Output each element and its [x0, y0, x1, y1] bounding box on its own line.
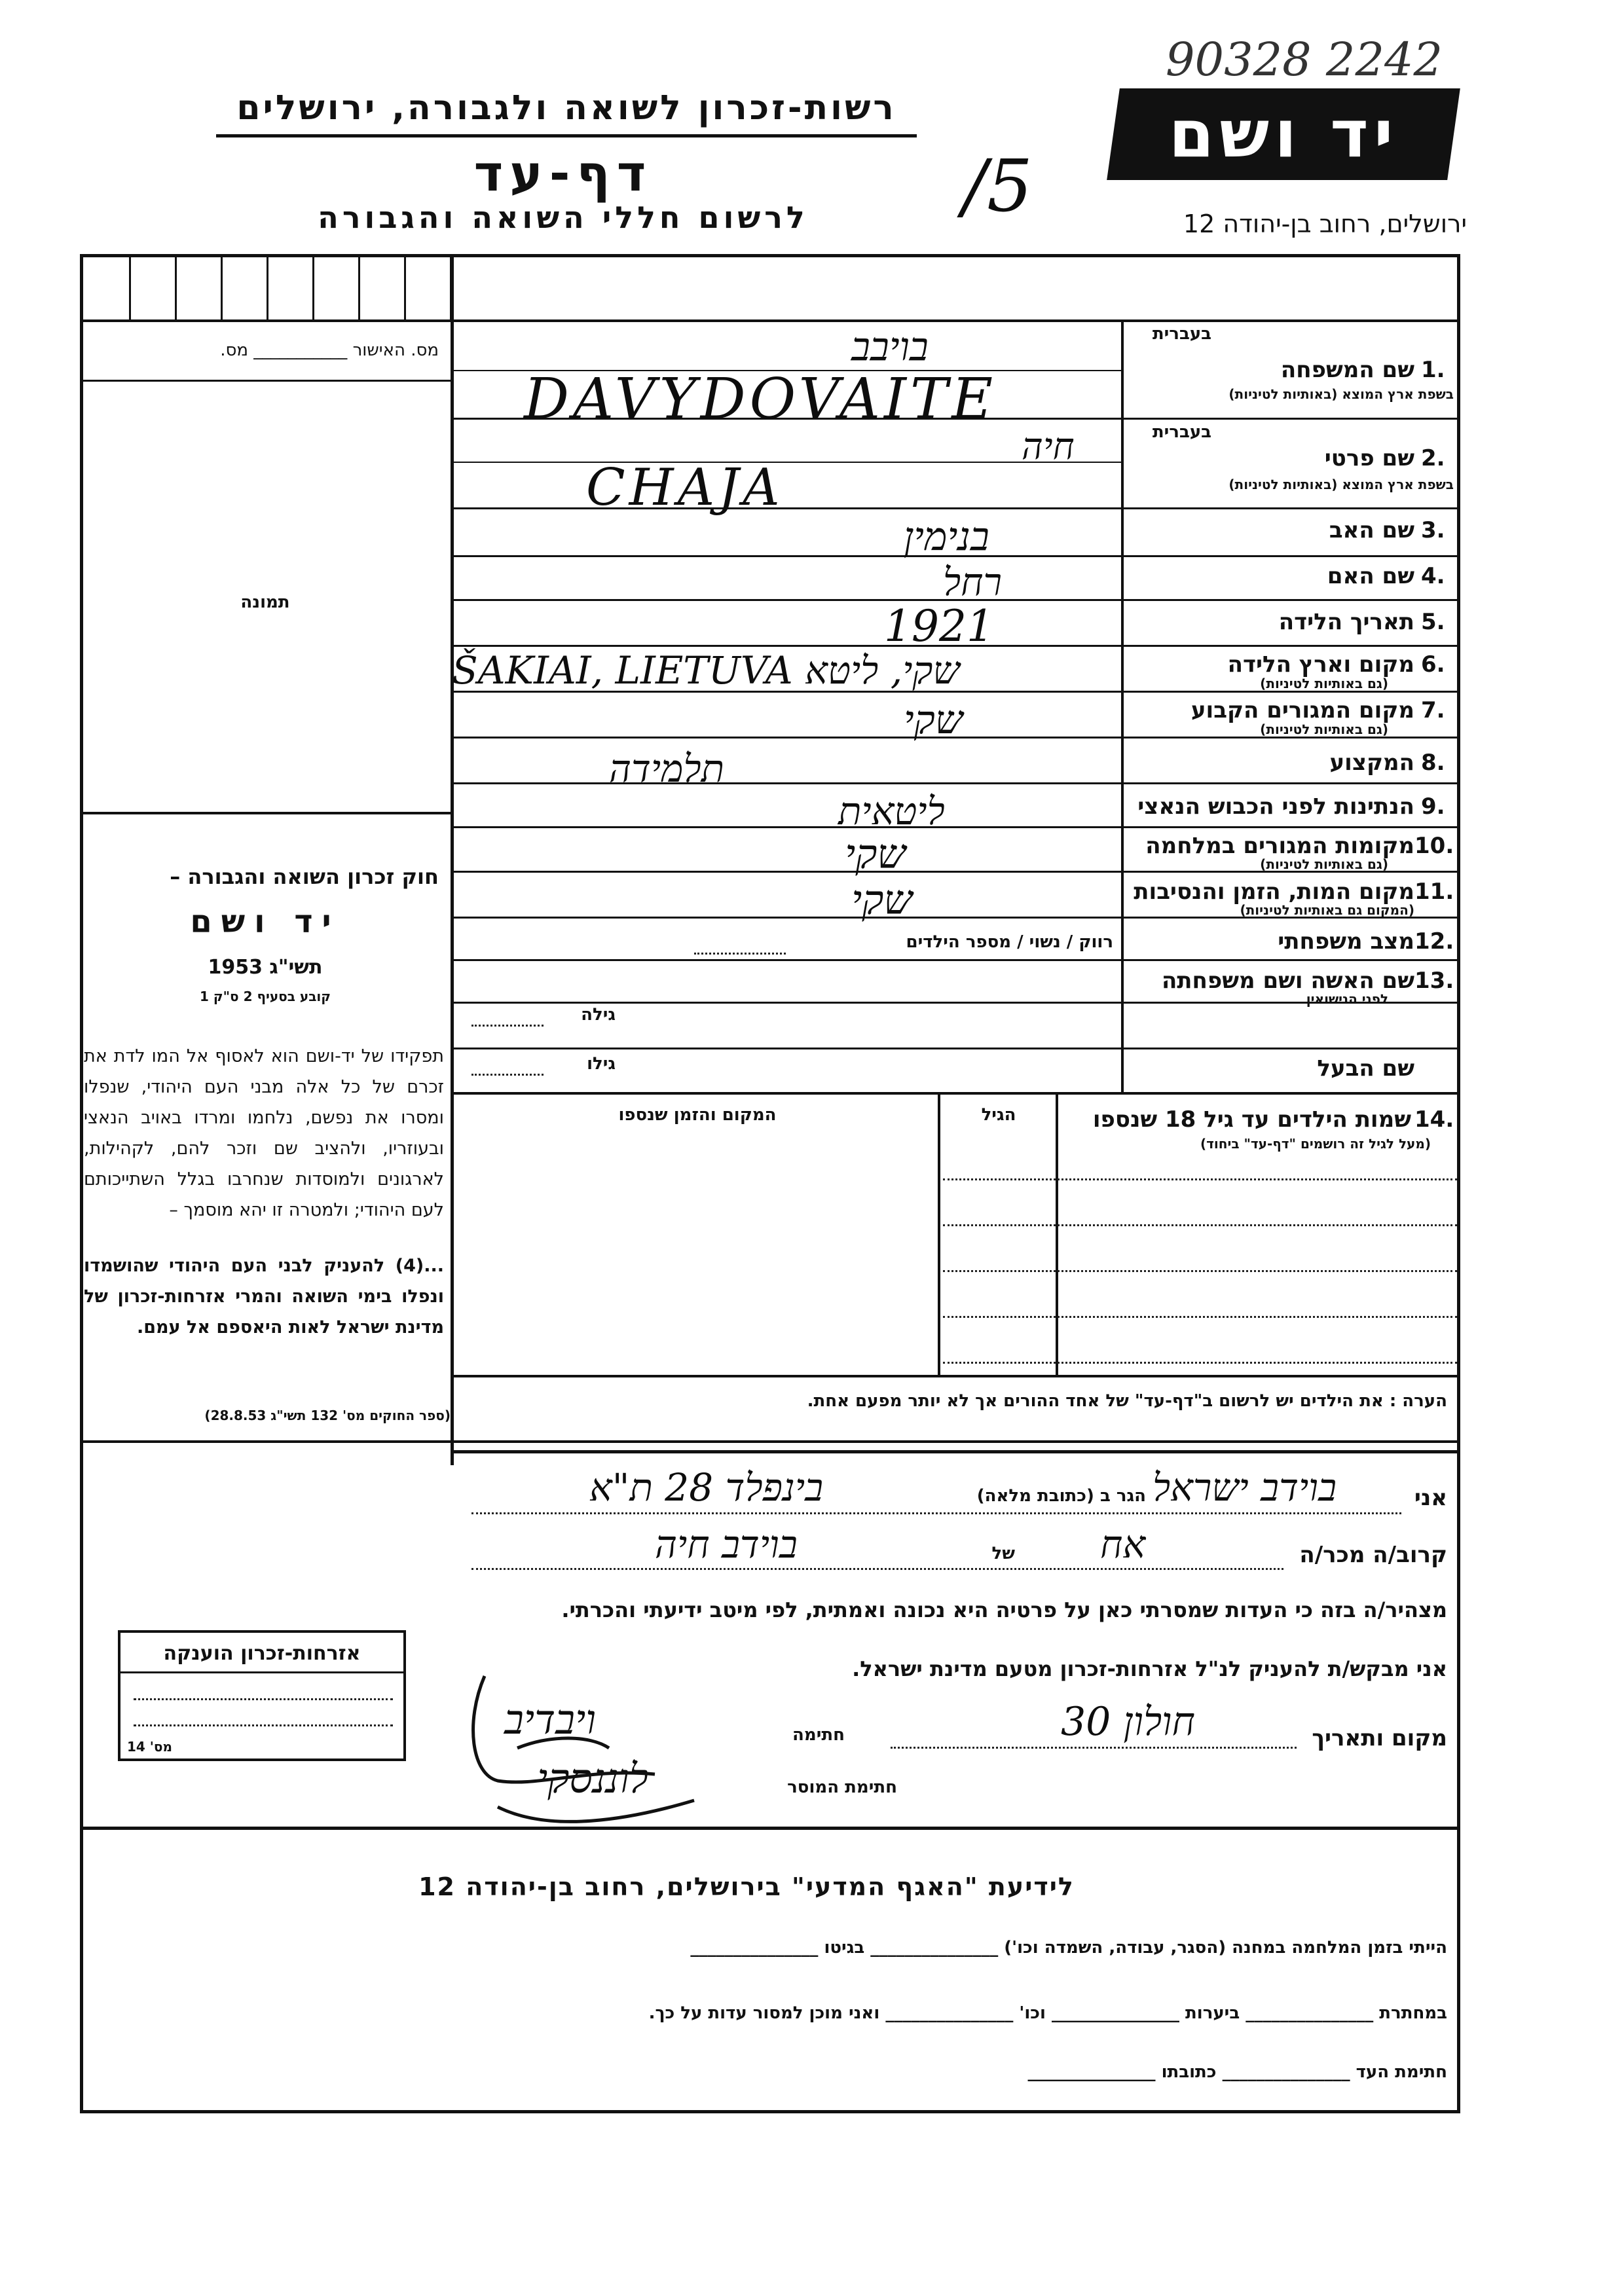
field-9-value: ליטאית: [838, 789, 945, 833]
field-9-number: 9.: [1421, 793, 1445, 820]
children-row-line: [943, 1224, 1457, 1226]
children-age-header: הגיל: [981, 1105, 1016, 1125]
field-8-value: תלמידה: [609, 746, 725, 791]
children-row-line: [943, 1178, 1457, 1180]
children-label: שמות הילדים עד גיל 18 שנספו: [1092, 1106, 1411, 1133]
husband-age-label: גילו: [587, 1054, 616, 1074]
field-1-value-hebrew: בויבב: [851, 324, 929, 370]
relative-line: [471, 1568, 1283, 1570]
field-8-number: 8.: [1421, 750, 1445, 776]
field-2-sub: בשפת ארץ המוצא (באותיות לטיניות): [1228, 477, 1454, 492]
field-10-value: שקי: [845, 830, 906, 878]
field-6-sub: (גם באותיות לטיניות): [1260, 676, 1388, 691]
law-text-1: תפקידו של יד-ושם הוא לאסוף אל המו לדת את זכרם של כל אלה מבני העם היהודי, שנפלו ומסרו את נפשם, נלחמו ומרדו באויב הנאצי ובעוזריו, ולהציב שם וזכר להם, לקהילות, לארגונים ולמוסדות שנחרבו בגלל השתייכותם לעם היהודי; ולמטרה זו יהא מוסמך –: [84, 1046, 444, 1220]
declaration-text: מצהיר/ה בזה כי העדות שמסרתי כאן על פרטיה היא נכונה ואמתית, לפי מיטב ידיעתי והכרתי.: [561, 1597, 1447, 1622]
org-line: רשות-זכרון לשואה ולגבורה, ירושלים: [236, 88, 896, 128]
field-2-value-hebrew: חיה: [1022, 426, 1075, 468]
law-text-2: ...(4) להעניק לבני העם היהודי שהושמדו ונפלו בימי השואה והמרי אזרחות-זכרון של מדינת ישראל לאות היאספם אל עמם.: [84, 1256, 444, 1338]
footer-divider: [80, 1827, 1460, 1830]
field-4-number: 4.: [1421, 563, 1445, 589]
place-date-value: חולון 30: [1061, 1699, 1196, 1745]
stamp-title: אזרחות-זכרון הוענקה: [120, 1633, 403, 1673]
declarant-line: [471, 1512, 1401, 1514]
declarant-top-divider: [451, 1450, 1460, 1453]
stamp-number: מס' 14: [127, 1739, 172, 1755]
field-6-label: מקום וארץ הלידה: [1227, 651, 1414, 678]
field-12-line: [694, 953, 786, 955]
signature-value: ויבדיב: [504, 1696, 597, 1743]
field-5-label: תאריך הלידה: [1278, 609, 1414, 635]
footer-to-line: לידיעת "האגף המדעי" בירושלים, רחוב בן-יהודה 12: [418, 1872, 1075, 1901]
field-4-value: רחל: [943, 560, 1002, 604]
field-1-label: שם המשפחה: [1280, 357, 1414, 383]
declarant-i-label: אני: [1414, 1485, 1447, 1511]
approval-number-label: מס. האישור ___________ מס.: [220, 340, 439, 360]
row-divider: [451, 1092, 1460, 1095]
law-section: קובע בסעיף 2 ס"ק 1: [199, 989, 331, 1004]
field-13-age-label: גילה: [581, 1005, 616, 1025]
footer-row-3: חתימת העד _______________ כתובתו _______________: [1027, 2062, 1447, 2082]
label-col-divider: [1121, 319, 1124, 1092]
law-name: יד ושם: [190, 903, 341, 940]
of-label: של: [991, 1544, 1015, 1563]
collector-label: חתימת המוסר: [787, 1777, 897, 1797]
children-number: 14.: [1414, 1106, 1454, 1133]
field-13-sub: לפני הנישואין: [1306, 991, 1388, 1007]
relative-value: אח: [1100, 1522, 1146, 1567]
of-value: בוידב חיה: [655, 1522, 798, 1567]
field-12-label: מצב משפחתי: [1278, 928, 1414, 955]
field-2-value-latin: CHAJA: [586, 458, 784, 517]
field-12-number: 12.: [1414, 928, 1454, 955]
field-7-number: 7.: [1421, 697, 1445, 723]
children-row-line: [943, 1362, 1457, 1364]
law-year: תשי"ג 1953: [208, 956, 323, 979]
request-text: אני מבקש/ת להעניק לנ"ל אזרחות-זכרון מטעם מדינת ישראל.: [852, 1656, 1447, 1681]
handwritten-mark: /5: [963, 144, 1033, 228]
archive-number: 90328 2242: [1166, 33, 1443, 86]
field-6-value: ŠAKIAI, LIETUVA שקי, ליטא: [452, 648, 960, 693]
field-11-label: מקום המות, הזמן והנסיבות: [1134, 879, 1414, 905]
field-12-extra: רווק / נשוי / מספר הילדים: [906, 932, 1113, 952]
row-divider: [451, 826, 1460, 828]
citizenship-stamp: [118, 1630, 406, 1761]
relative-label: קרוב/ה מכר/ה: [1299, 1542, 1447, 1568]
husband-age-line: [471, 1074, 544, 1076]
field-1-sub: בשפת ארץ המוצא (באותיות לטיניות): [1228, 386, 1454, 402]
row-divider: [451, 782, 1460, 784]
children-sub: (מעל לגיל זה רושמים "דף-עד" ביחוד): [1200, 1136, 1431, 1152]
approval-divider: [80, 380, 452, 382]
footer-row-2: במחתרת _______________ ביערות _______________ וכו' _______________ ואני מוכן למסור עדות על כך.: [648, 2003, 1447, 2023]
field-2-top-label: בעברית: [1152, 422, 1211, 442]
field-4-label: שם האם: [1327, 563, 1414, 589]
law-reference: (ספר החוקים מס' 132 תשי"ג 28.8.53): [204, 1408, 451, 1423]
field-3-value: בנימין: [904, 514, 989, 560]
field-1-top-label: בעברית: [1152, 324, 1211, 344]
note-bottom-divider: [80, 1440, 1460, 1443]
field-1-value-latin: DAVYDOVAITE: [524, 367, 997, 432]
form-subtitle: לרשום חללי השואה והגבורה: [318, 200, 809, 235]
field-13-label: שם האשה ושם משפחתה: [1161, 968, 1414, 994]
place-date-line: [891, 1747, 1297, 1749]
note-label: הערה :: [1389, 1391, 1447, 1411]
field-10-number: 10.: [1414, 833, 1454, 859]
field-6-number: 6.: [1421, 651, 1445, 678]
declarant-resides-label: הגר ב (כתובת מלאה): [976, 1486, 1146, 1506]
row-subdivider: [451, 462, 1121, 463]
children-place-header: המקום והזמן שנספו: [618, 1105, 777, 1125]
field-11-value: שקי: [851, 876, 913, 924]
tally-boxes: [85, 257, 452, 319]
field-5-value: 1921: [884, 601, 994, 651]
footer-row-1: הייתי בזמן המלחמה במחנה (הסגר, עבודה, השמדה וכו') _______________ בגיטו _______________: [690, 1938, 1447, 1958]
note-text: את הילדים יש לרשום ב"דף-עד" של אחד ההורים אך לא יותר מפעם אחת.: [807, 1391, 1384, 1411]
field-5-number: 5.: [1421, 609, 1445, 635]
declarant-address: בינפלד 28 ת"א: [589, 1465, 824, 1510]
org-underline: [216, 134, 917, 137]
husband-label: שם הבעל: [1317, 1055, 1414, 1082]
field-1-number: 1.: [1421, 357, 1445, 383]
signature-label: חתימה: [792, 1725, 845, 1745]
collector-signature: לוננסקי: [537, 1755, 648, 1802]
logo-text: יד ושם: [1168, 96, 1399, 172]
law-title: חוק זכרון השואה והגבורה –: [170, 864, 439, 889]
children-row-line: [943, 1270, 1457, 1272]
field-7-value: שקי: [904, 697, 963, 743]
form-title: דף-עד: [473, 144, 653, 202]
field-10-sub: (גם באותיות לטיניות): [1260, 856, 1388, 872]
row-divider: [80, 319, 1460, 322]
field-2-number: 2.: [1421, 445, 1445, 471]
photo-label: תמונה: [240, 592, 290, 612]
children-col-divider: [1056, 1092, 1058, 1375]
field-3-label: שם האב: [1329, 517, 1414, 543]
row-divider: [451, 959, 1460, 961]
address: ירושלים, רחוב בן-יהודה 12: [1183, 210, 1467, 238]
signature-scribble: [458, 1637, 799, 1853]
field-10-label: מקומות המגורים במלחמה: [1145, 833, 1414, 859]
field-9-label: הנתינות לפני הכבוש הנאצי: [1137, 793, 1414, 820]
children-age-divider: [938, 1092, 940, 1375]
children-row-line: [943, 1316, 1457, 1318]
field-7-label: מקום המגורים הקבוע: [1190, 697, 1414, 723]
field-13-number: 13.: [1414, 968, 1454, 994]
photo-divider: [80, 812, 452, 814]
field-13-age-line: [471, 1025, 544, 1027]
row-divider: [451, 1048, 1460, 1049]
left-col-divider: [451, 254, 454, 1465]
field-3-number: 3.: [1421, 517, 1445, 543]
note-top-divider: [451, 1375, 1460, 1377]
declarant-name: בוידב ישראל: [1153, 1465, 1337, 1510]
field-11-number: 11.: [1414, 879, 1454, 905]
field-11-sub: (המקום גם באותיות לטיניות): [1240, 902, 1414, 918]
yad-vashem-logo: [1107, 88, 1460, 180]
place-date-label: מקום ותאריך: [1312, 1725, 1447, 1751]
note: [458, 1391, 1447, 1411]
field-8-label: המקצוע: [1329, 750, 1414, 776]
field-2-label: שם פרטי: [1324, 445, 1414, 471]
field-7-sub: (גם באותיות לטיניות): [1260, 721, 1388, 737]
